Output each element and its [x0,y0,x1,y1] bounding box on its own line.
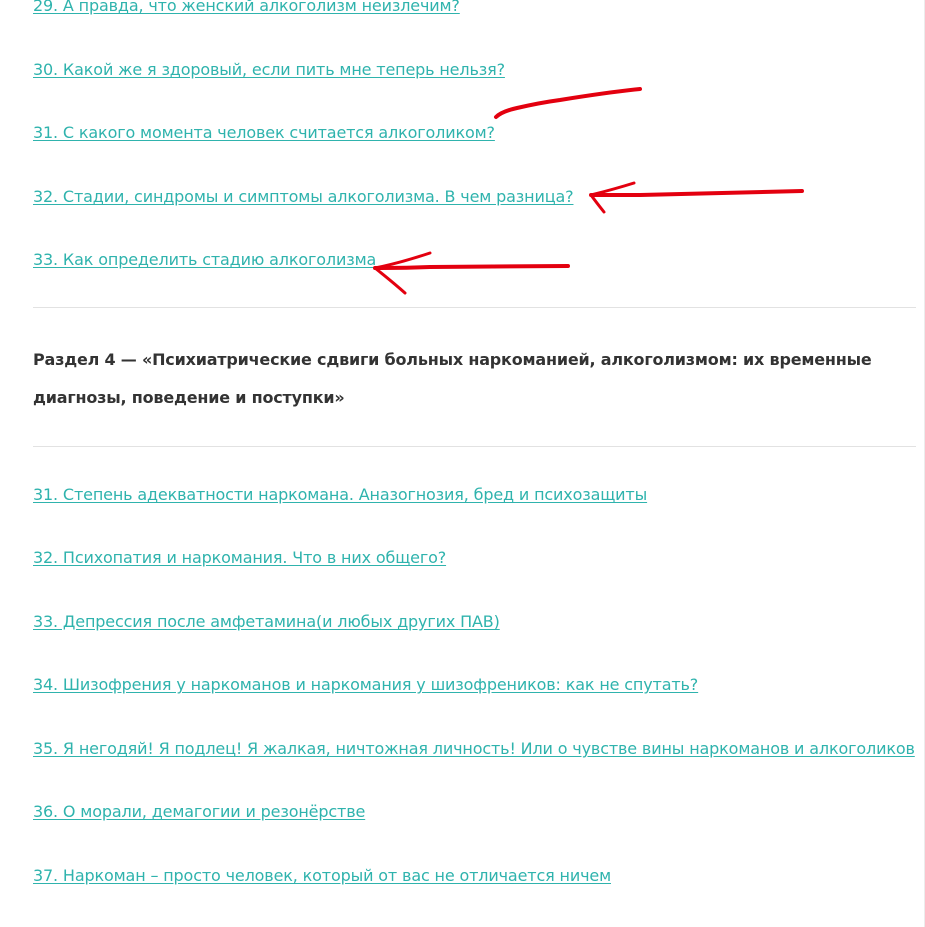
article-link-31[interactable]: 31. С какого момента человек считается алкоголиком? [33,123,495,142]
annotation-arrow-1 [496,89,640,117]
article-link-30[interactable]: 30. Какой же я здоровый, если пить мне теперь нельзя? [33,60,505,79]
article-link-29[interactable]: 29. А правда, что женский алкоголизм неизлечим? [33,0,460,15]
annotation-arrow-2-head-bottom [591,195,604,212]
article-link-33[interactable]: 33. Как определить стадию алкоголизма [33,250,377,269]
article-link-s4-31[interactable]: 31. Степень адекватности наркомана. Аназогнозия, бред и психозащиты [33,485,648,504]
section-heading: Раздел 4 — «Психиатрические сдвиги больных наркоманией, алкоголизмом: их временные диагнозы, поведение и поступки» [33,350,872,407]
divider [33,446,916,447]
article-link-s4-32[interactable]: 32. Психопатия и наркомания. Что в них общего? [33,548,447,567]
annotation-arrow-2 [591,191,802,195]
annotation-arrow-2-head-top [591,183,634,195]
article-link-s4-36[interactable]: 36. О морали, демагогии и резонёрстве [33,802,366,821]
article-link-s4-35[interactable]: 35. Я негодяй! Я подлец! Я жалкая, ничтожная личность! Или о чувстве вины наркоманов и алкоголиков [33,739,915,758]
article-link-s4-33[interactable]: 33. Депрессия после амфетамина(и любых других ПАВ) [33,612,500,631]
annotation-arrow-3 [375,266,568,268]
article-link-32[interactable]: 32. Стадии, синдромы и симптомы алкоголизма. В чем разница? [33,187,574,206]
divider [33,307,916,308]
annotation-arrow-3-head-bottom [375,268,405,293]
article-link-s4-34[interactable]: 34. Шизофрения у наркоманов и наркомания у шизофреников: как не спутать? [33,675,699,694]
annotation-arrow-3-head-top [375,253,430,268]
annotation-arrow-1-tip [496,109,512,117]
article-link-s4-37[interactable]: 37. Наркоман – просто человек, который от вас не отличается ничем [33,866,611,885]
